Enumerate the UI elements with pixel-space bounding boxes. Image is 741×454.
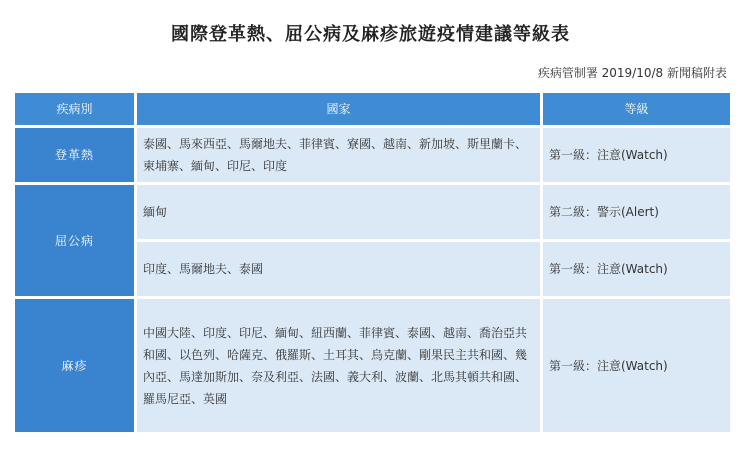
disease-chikungunya: 屈公病 bbox=[14, 184, 136, 298]
table-row bbox=[14, 184, 732, 241]
disease-measles: 麻疹 bbox=[14, 298, 136, 434]
level-cell: 第一級：注意(Watch) bbox=[542, 241, 732, 298]
countries-cell: 泰國、馬來西亞、馬爾地夫、菲律賓、寮國、越南、新加坡、斯里蘭卡、柬埔寨、緬甸、印尼、印度 bbox=[136, 127, 542, 184]
disease-dengue: 登革熱 bbox=[14, 127, 136, 184]
header-disease: 疾病別 bbox=[14, 92, 136, 127]
table-row bbox=[14, 298, 732, 434]
page-title: 國際登革熱、屈公病及麻疹旅遊疫情建議等級表 bbox=[171, 24, 570, 45]
countries-cell: 中國大陸、印度、印尼、緬甸、紐西蘭、菲律賓、泰國、越南、喬治亞共和國、以色列、哈薩克、俄羅斯、土耳其、烏克蘭、剛果民主共和國、幾內亞、馬達加斯加、奈及利亞、法國、義大利、波蘭、北馬其頓共和國、羅馬尼亞、英國 bbox=[136, 298, 542, 434]
advisory-table bbox=[12, 90, 733, 435]
countries-cell: 印度、馬爾地夫、泰國 bbox=[136, 241, 542, 298]
table-header-row bbox=[14, 92, 732, 127]
level-cell: 第一級：注意(Watch) bbox=[542, 298, 732, 434]
source-note: 疾病管制署 2019/10/8 新聞稿附表 bbox=[537, 66, 727, 80]
level-cell: 第一級：注意(Watch) bbox=[542, 127, 732, 184]
table-row bbox=[14, 127, 732, 184]
level-cell: 第二級：警示(Alert) bbox=[542, 184, 732, 241]
countries-cell: 緬甸 bbox=[136, 184, 542, 241]
header-country: 國家 bbox=[136, 92, 542, 127]
header-level: 等級 bbox=[542, 92, 732, 127]
